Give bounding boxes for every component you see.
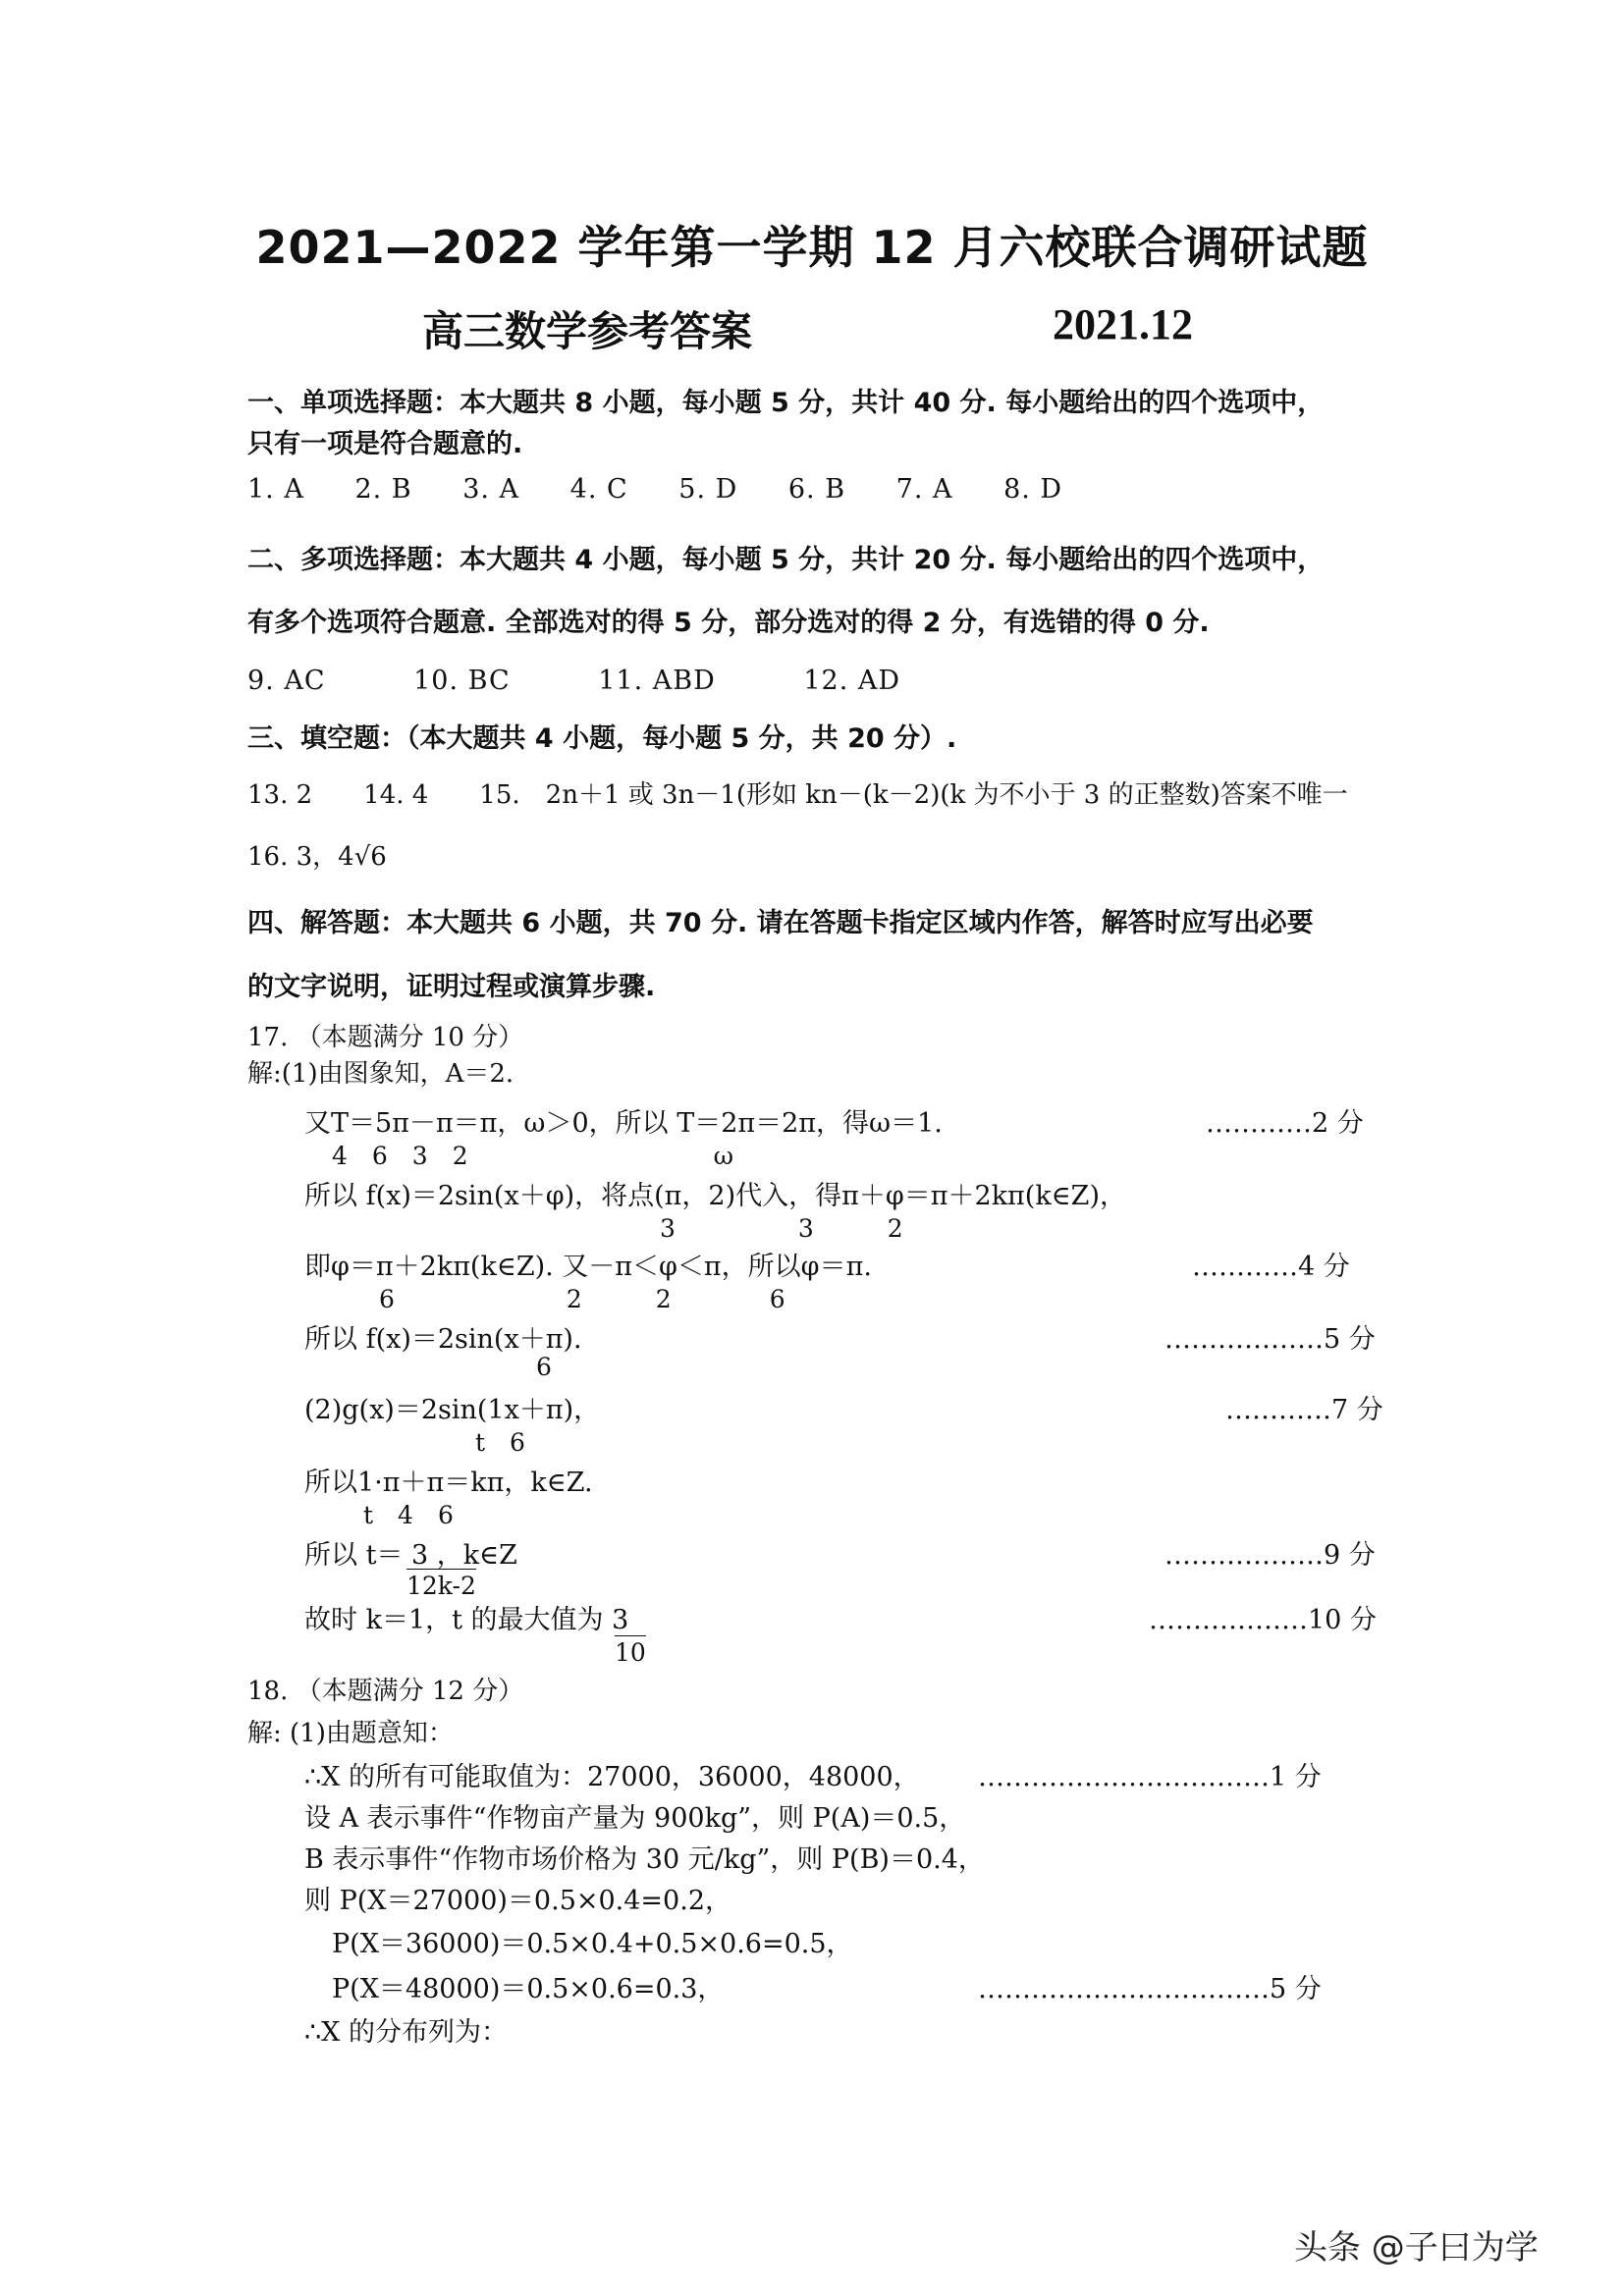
q18-line7-score: ……………………………5 分 [978,1974,1322,2004]
q17-line9-denominator: 10 [615,1635,646,1667]
section4-heading-line1: 四、解答题：本大题共 6 小题，共 70 分. 请在答题卡指定区域内作答，解答时应写出必要 [247,908,1314,938]
q17-line1: 解:(1)由图象知，A＝2. [247,1059,514,1089]
q18-line4: B 表示事件“作物市场价格为 30 元/kg”，则 P(B)＝0.4， [304,1844,985,1875]
q17-line5-denominator: 6 [536,1353,552,1381]
q17-line6-denominators: t 6 [475,1428,525,1457]
answer-9: 9. AC [247,666,326,696]
q17-line5: 所以 f(x)＝2sin(x＋π). [304,1324,582,1355]
section1-heading-line2: 只有一项是符合题意的. [247,429,523,459]
q17-line8-denominator: 12k-2 [406,1569,476,1600]
section1-heading-line1: 一、单项选择题：本大题共 8 小题，每小题 5 分，共计 40 分. 每小题给出的四个选项中， [247,388,1325,418]
q18-line6: P(X＝36000)＝0.5×0.4+0.5×0.6=0.5， [332,1929,853,1959]
q17-line9: 故时 k＝1，t 的最大值为 3 [304,1605,629,1635]
q17-line8: 所以 t＝ 3 ，k∈Z [304,1540,517,1571]
q17-header: 17. （本题满分 10 分） [247,1023,524,1052]
q17-line7-denominators: t 4 6 [363,1501,454,1529]
answer-2: 2. B [354,474,412,505]
section2-heading-line2: 有多个选项符合题意. 全部选对的得 5 分，部分选对的得 2 分，有选错的得 0 分. [247,608,1210,638]
document-date: 2021.12 [1053,300,1193,348]
q18-line5: 则 P(X＝27000)＝0.5×0.4=0.2， [304,1886,731,1916]
q17-line3: 所以 f(x)＝2sin(x＋φ)，将点(π，2)代入，得π＋φ＝π＋2kπ(k∈Z)， [304,1181,1126,1211]
q18-line3: 设 A 表示事件“作物亩产量为 900kg”，则 P(A)＝0.5， [304,1803,966,1834]
section3-line1: 13. 2 14. 4 15. 2n＋1 或 3n－1(形如 kn－(k－2)(k 为不小于 3 的正整数)答案不唯一 [247,780,1348,810]
q18-header: 18. （本题满分 12 分） [247,1677,524,1706]
q18-line7: P(X＝48000)＝0.5×0.6=0.3， [332,1974,725,2004]
q17-line9-score: ………………10 分 [1149,1605,1377,1635]
answer-11: 11. ABD [598,666,716,696]
answer-3: 3. A [462,474,520,505]
section2-answers [247,666,942,696]
q17-line5-score: ………………5 分 [1164,1324,1376,1355]
answer-7: 7. A [895,474,953,505]
q18-line2-score: ……………………………1 分 [978,1762,1322,1792]
section1-answers [247,474,1104,505]
document-subtitle: 高三数学参考答案 [422,307,753,355]
q17-line2-score: …………2 分 [1206,1108,1364,1139]
q17-line4-score: …………4 分 [1192,1252,1350,1282]
q17-line4-denominators: 6 2 2 6 [379,1285,785,1313]
q17-line2-denominators: 4 6 3 2 ω [332,1142,734,1170]
q17-line8-score: ………………9 分 [1164,1540,1376,1571]
q17-line3-denominators: 3 3 2 [660,1214,903,1243]
q17-line2: 又T＝5π－π＝π，ω＞0，所以 T＝2π＝2π，得ω＝1. [304,1108,943,1139]
q17-line6: (2)g(x)＝2sin(1x＋π)， [304,1395,601,1425]
document-title: 2021—2022 学年第一学期 12 月六校联合调研试题 [255,221,1369,274]
answer-10: 10. BC [413,666,511,696]
section3-line2: 16. 3，4√6 [247,842,387,872]
q17-line4: 即φ＝π＋2kπ(k∈Z). 又－π＜φ＜π，所以φ＝π. [304,1252,872,1282]
watermark: 头条 @子曰为学 [1294,2228,1539,2268]
answer-6: 6. B [787,474,846,505]
answer-1: 1. A [247,474,304,505]
q17-line7: 所以1·π＋π＝kπ，k∈Z. [304,1468,593,1498]
q18-line2: ∴X 的所有可能取值为：27000，36000，48000， [304,1762,920,1792]
answer-8: 8. D [1003,474,1063,505]
answer-12: 12. AD [803,666,901,696]
section2-heading-line1: 二、多项选择题：本大题共 4 小题，每小题 5 分，共计 20 分. 每小题给出的四个选项中， [247,545,1325,575]
section3-heading: 三、填空题：（本大题共 4 小题，每小题 5 分，共 20 分）. [247,723,957,754]
q18-line8: ∴X 的分布列为： [304,2017,508,2048]
q17-line6-score: …………7 分 [1225,1395,1383,1425]
section4-heading-line2: 的文字说明，证明过程或演算步骤. [247,972,656,1002]
q18-line1: 解: (1)由题意知： [247,1719,454,1748]
answer-4: 4. C [569,474,628,505]
answer-5: 5. D [678,474,738,505]
